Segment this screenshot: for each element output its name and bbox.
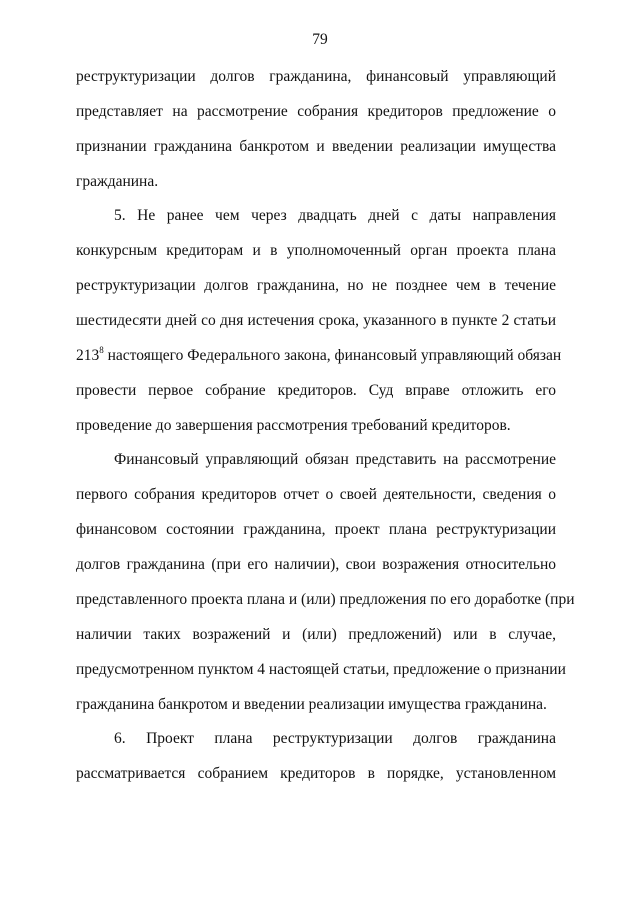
paragraph-3 [76,442,575,722]
paragraph-line: гражданина. [76,173,159,190]
paragraph-line: долгов гражданина (при его наличии), свои возражения относительно [76,556,556,573]
paragraph-line: реструктуризации долгов гражданина, финансовый управляющий [76,68,556,85]
page-number: 79 [312,31,328,48]
paragraph-line: шестидесяти дней со дня истечения срока, указанного в пункте 2 статьи [76,312,556,329]
paragraph-line: признании гражданина банкротом и введении реализации имущества [76,138,556,155]
article-superscript: 8 [99,345,104,355]
paragraph-line: конкурсным кредиторам и в уполномоченный орган проекта плана [76,242,556,259]
paragraph-line: гражданина банкротом и введении реализации имущества гражданина. [76,696,547,713]
paragraph-line: финансовом состоянии гражданина, проект плана реструктуризации [76,521,556,538]
paragraph-line: предусмотренном пунктом 4 настоящей статьи, предложение о признании [76,661,566,678]
paragraph-line: провести первое собрание кредиторов. Суд вправе отложить его [76,382,556,399]
paragraph-line: рассматривается собранием кредиторов в порядке, установленном [76,765,556,782]
paragraph-line: реструктуризации долгов гражданина, но не позднее чем в течение [76,277,556,294]
paragraph-line: представленного проекта плана и (или) предложения по его доработке (при [76,591,575,608]
article-number: 213 [76,347,100,364]
paragraph-line: проведение до завершения рассмотрения требований кредиторов. [76,417,511,434]
paragraph-line-article-reference [76,338,562,373]
paragraph-line: представляет на рассмотрение собрания кредиторов предложение о [76,103,556,120]
paragraph-line: 6. Проект плана реструктуризации долгов гражданина [114,730,556,747]
paragraph-1 [76,59,556,199]
paragraph-line: 5. Не ранее чем через двадцать дней с даты направления [114,207,556,224]
paragraph-line: первого собрания кредиторов отчет о своей деятельности, сведения о [76,486,556,503]
paragraph-line: Финансовый управляющий обязан представить на рассмотрение [114,451,556,468]
article-reference-text: настоящего Федерального закона, финансовый управляющий обязан [103,347,562,364]
paragraph-line: наличии таких возражений и (или) предложений) или в случае, [76,626,556,643]
paragraph-4-section-6 [76,721,556,791]
paragraph-2-section-5 [76,198,562,443]
